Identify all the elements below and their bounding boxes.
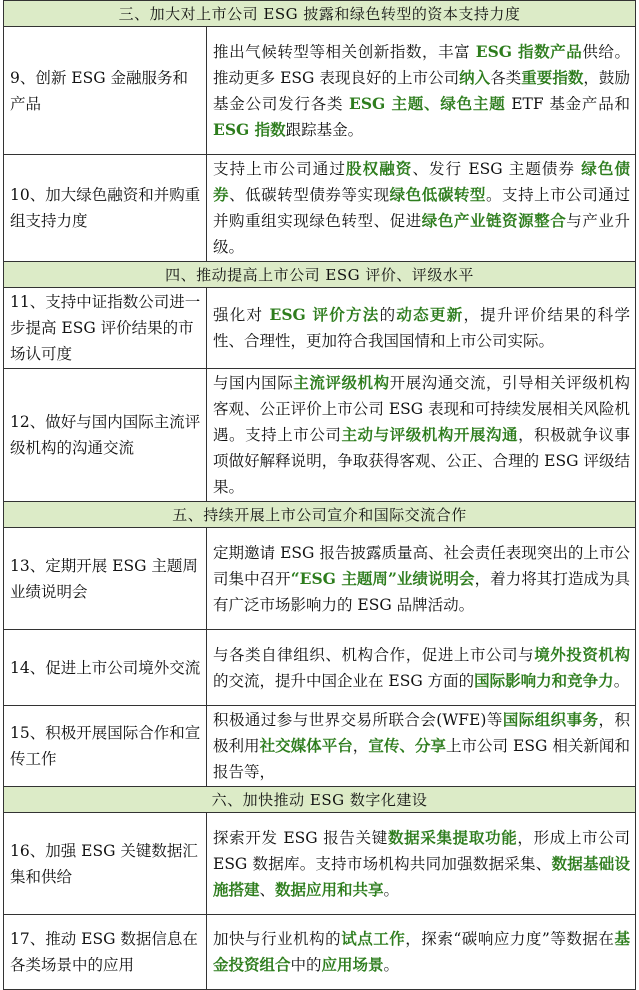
- highlighted-text: 绿色债券: [213, 159, 630, 204]
- highlighted-text: 宣传、分享: [368, 736, 446, 755]
- section-header-row: [4, 262, 636, 288]
- item-title: 17、推动 ESG 数据信息在各类场景中的应用: [4, 915, 207, 990]
- highlighted-text: 境外投资机构: [534, 644, 630, 664]
- item-title: 9、创新 ESG 金融服务和产品: [4, 27, 207, 155]
- item-title: 14、促进上市公司境外交流: [4, 630, 207, 706]
- section-header-row: [4, 787, 636, 813]
- description-text: 强化对: [213, 306, 270, 324]
- section-header-row: [4, 1, 636, 27]
- item-title: 13、定期开展 ESG 主题周业绩说明会: [4, 528, 207, 630]
- description-text: ，积极就争议事项做好解释说明，争取获得客观、公正、合理的 ESG 评级结果。: [213, 426, 630, 496]
- description-text: 各类: [490, 68, 522, 87]
- table-row: [4, 630, 636, 706]
- table-row: [4, 813, 636, 915]
- highlighted-text: “ESG 主题周”业绩说明会: [290, 568, 475, 588]
- table-row: [4, 155, 636, 262]
- description-text: 与国内国际: [213, 374, 294, 392]
- description-text: 、低碳转型债券等实现: [229, 186, 390, 204]
- item-description: [207, 630, 636, 706]
- section-header: 四、推动提高上市公司 ESG 评价、评级水平: [4, 262, 636, 288]
- highlighted-text: 国际组织事务: [502, 710, 599, 729]
- description-text: 。: [613, 671, 630, 690]
- highlighted-text: 数据基础设施搭建: [213, 853, 630, 899]
- description-text: ，鼓励基金公司发行各类: [213, 68, 630, 113]
- description-text: 定期邀请 ESG 报告披露质量高、社会责任表现突出的上市公司集中召开: [213, 543, 630, 588]
- description-text: ，探索“碳响应力度”等数据在: [405, 930, 615, 948]
- highlighted-text: ESG 主题、绿色主题: [349, 93, 506, 113]
- highlighted-text: 主流评级机构: [293, 373, 390, 392]
- section-header: 六、加快推动 ESG 数字化建设: [4, 787, 636, 813]
- highlighted-text: ESG 指数产品: [475, 41, 583, 61]
- description-text: 中的: [290, 956, 322, 974]
- description-text: 的: [379, 306, 397, 324]
- item-title: 10、加大绿色融资和并购重组支持力度: [4, 155, 207, 262]
- description-text: ，积极利用: [213, 711, 630, 755]
- table-row: [4, 528, 636, 630]
- description-text: 积极通过参与世界交易所联合会(WFE)等: [213, 711, 503, 729]
- description-text: 探索开发 ESG 报告关键: [213, 828, 388, 847]
- description-text: ETF 基金产品和: [505, 94, 630, 113]
- highlighted-text: ESG 指数: [213, 119, 286, 139]
- table-row: [4, 915, 636, 990]
- item-description: [207, 915, 636, 990]
- table-row: [4, 706, 636, 787]
- description-text: ，着力将其打造成为具有广泛市场影响力的 ESG 品牌活动。: [213, 569, 630, 614]
- description-text: 的交流，提升中国企业在 ESG 方面的: [213, 671, 475, 690]
- item-description: [207, 528, 636, 630]
- description-text: 跟踪基金。: [285, 120, 364, 139]
- highlighted-text: 数据采集提取功能: [387, 827, 518, 847]
- highlighted-text: 数据应用和共享: [275, 879, 384, 899]
- item-description: [207, 155, 636, 262]
- item-description: [207, 813, 636, 915]
- description-text: ，形成上市公司 ESG 数据库。支持市场机构共同加强数据采集、: [213, 828, 630, 873]
- highlighted-text: ESG 评价方法: [269, 305, 380, 324]
- highlighted-text: 股权融资: [345, 159, 413, 178]
- highlighted-text: 社交媒体平台: [259, 736, 353, 755]
- item-description: [207, 27, 636, 155]
- highlighted-text: 重要指数: [521, 67, 584, 87]
- highlighted-text: 纳入: [459, 67, 491, 87]
- item-title: 15、积极开展国际合作和宣传工作: [4, 706, 207, 787]
- description-text: 支持上市公司通过: [213, 160, 346, 178]
- item-description: [207, 288, 636, 369]
- description-text: ，提升评价结果的科学性、合理性，更加符合我国国情和上市公司实际。: [213, 306, 630, 350]
- description-text: 供给。推动更多 ESG 表现良好的上市公司: [213, 42, 630, 87]
- table-row: [4, 288, 636, 369]
- section-header-row: [4, 502, 636, 528]
- item-title: 16、加强 ESG 关键数据汇集和供给: [4, 813, 207, 915]
- item-title: 11、支持中证指数公司进一步提高 ESG 评价结果的市场认可度: [4, 288, 207, 369]
- item-title: 12、做好与国内国际主流评级机构的沟通交流: [4, 369, 207, 502]
- esg-measures-table: [3, 0, 636, 990]
- description-text: 推出气候转型等相关创新指数，丰富: [213, 42, 476, 61]
- table-row: [4, 369, 636, 502]
- description-text: 、: [259, 880, 276, 899]
- description-text: 。: [383, 956, 400, 974]
- table-row: [4, 27, 636, 155]
- description-text: 。支持上市公司通过并购重组实现绿色转型、促进: [213, 186, 630, 230]
- highlighted-text: 主动与评级机构开展沟通: [341, 425, 519, 444]
- description-text: 开展沟通交流，引导相关评级机构客观、公正评价上市公司 ESG 表现和可持续发展相关风险机遇。支持上市公司: [213, 374, 630, 444]
- highlighted-text: 应用场景: [321, 955, 384, 974]
- item-description: [207, 706, 636, 787]
- section-header: 五、持续开展上市公司宣介和国际交流合作: [4, 502, 636, 528]
- description-text: 加快与行业机构的: [213, 930, 342, 948]
- description-text: 与产业升级。: [213, 212, 630, 256]
- highlighted-text: 动态更新: [396, 305, 464, 324]
- description-text: ，: [352, 737, 369, 755]
- highlighted-text: 绿色产业链资源整合: [421, 211, 567, 230]
- section-header: 三、加大对上市公司 ESG 披露和绿色转型的资本支持力度: [4, 1, 636, 27]
- description-text: 、发行 ESG 主题债券: [412, 160, 582, 178]
- highlighted-text: 基金投资组合: [213, 929, 630, 974]
- highlighted-text: 国际影响力和竞争力: [474, 670, 614, 690]
- description-text: 。: [383, 880, 400, 899]
- description-text: 上市公司 ESG 相关新闻和报告等，: [213, 737, 630, 781]
- description-text: 与各类自律组织、机构合作，促进上市公司与: [213, 645, 535, 664]
- highlighted-text: 试点工作: [341, 929, 406, 948]
- highlighted-text: 绿色低碳转型: [389, 185, 486, 204]
- item-description: [207, 369, 636, 502]
